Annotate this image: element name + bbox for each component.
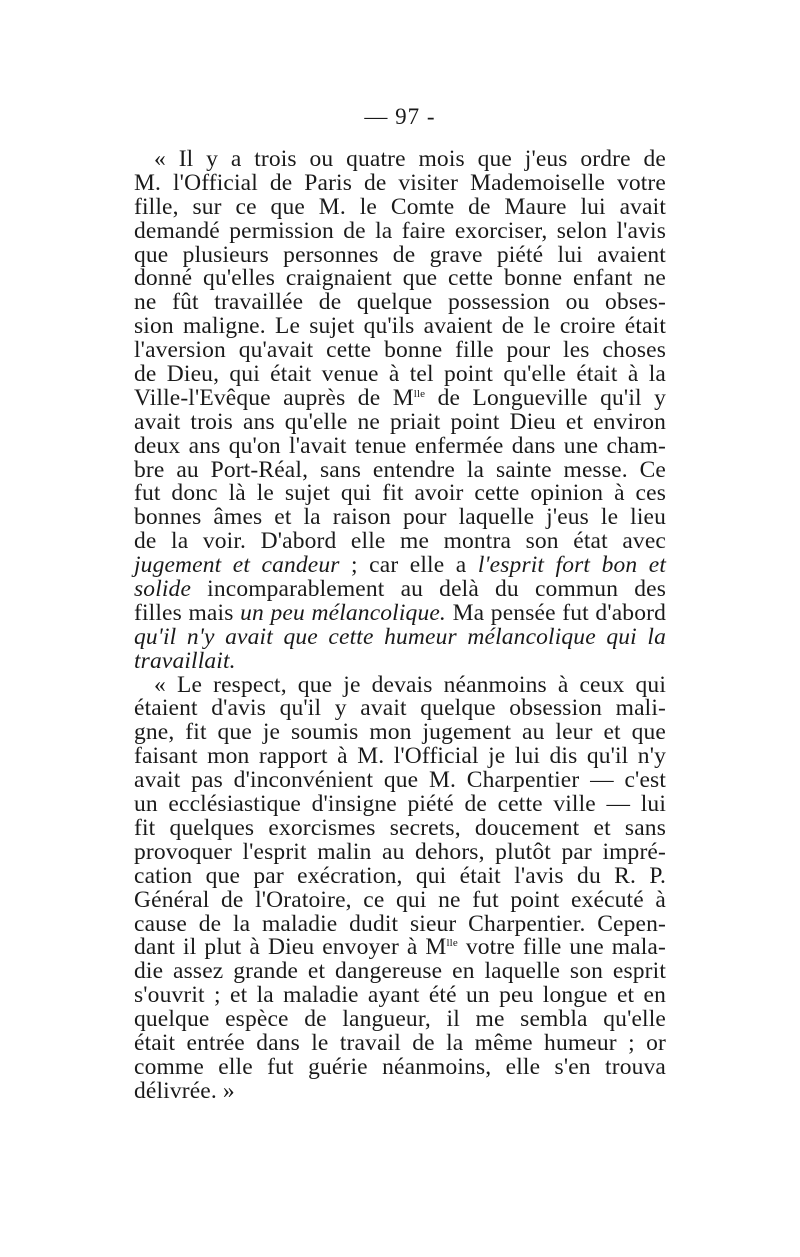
text-segment: ; car elle a: [339, 552, 478, 579]
text-segment: « Il y a trois ou quatre mois que j'eus ordre de: [154, 146, 666, 172]
text-line: [134, 1008, 666, 1032]
text-segment: s'ouvrit ; et la maladie ayant été un peu longue et en: [134, 982, 666, 1009]
text-segment: bre au Port-Réal, sans entendre la sainte messe. Ce: [134, 456, 666, 483]
text-line: [134, 530, 666, 554]
text-segment: de Dieu, qui était venue à tel point qu'elle était à la: [134, 361, 666, 388]
text-line: [134, 599, 666, 626]
text-line: [134, 363, 666, 387]
text-line: [134, 315, 666, 339]
text-line: [134, 241, 666, 268]
text-line: [134, 936, 666, 960]
text-line: [134, 1077, 666, 1104]
text-segment: gne, fit que je soumis mon jugement au leur et que: [134, 719, 666, 746]
italic-text: l'esprit fort bon et: [477, 552, 666, 579]
text-line: [134, 697, 666, 721]
text-segment: un ecclésiastique d'insigne piété de cette ville — lui: [134, 791, 666, 818]
text-line: [134, 1029, 666, 1056]
text-line: [134, 482, 666, 506]
text-line: [134, 408, 666, 435]
text-line: [134, 339, 666, 363]
superscript: lle: [446, 937, 458, 950]
text-segment: ne fût travaillée de quelque possession ou obses-: [134, 289, 666, 316]
text-line: [134, 193, 666, 220]
text-line: [134, 169, 666, 196]
text-segment: sion maligne. Le sujet qu'ils avaient de le croire était: [134, 313, 666, 340]
text-segment: Ma pensée fut d'abord: [445, 599, 666, 626]
text-segment: cation que par exécration, qui était l'avis du R. P.: [134, 862, 666, 889]
text-line: [134, 671, 666, 698]
text-line: [134, 910, 666, 937]
italic-text: jugement et candeur: [134, 552, 340, 579]
text-line: [134, 862, 666, 889]
text-segment: était entrée dans le travail de la même humeur ; or: [134, 1029, 666, 1056]
text-segment: die assez grande et dangereuse en laquelle son esprit: [134, 958, 666, 985]
text-segment: que plusieurs personnes de grave piété lui avaient: [134, 241, 666, 268]
text-line: [134, 623, 666, 650]
text-segment: deux ans qu'on l'avait tenue enfermée dans une cham-: [134, 432, 666, 459]
text-segment: avait trois ans qu'elle ne priait point Dieu et environ: [134, 408, 666, 435]
text-segment: demandé permission de la faire exorciser, selon l'avis: [134, 217, 666, 244]
text-line: [134, 745, 666, 769]
text-line: [134, 793, 666, 817]
text-segment: provoquer l'esprit malin au dehors, plutôt par impré-: [134, 838, 666, 865]
text-segment: Général de l'Oratoire, ce qui ne fut point exécuté à: [134, 886, 666, 913]
text-line: [134, 769, 666, 793]
text-line: [134, 647, 666, 674]
italic-text: un peu mélancolique.: [240, 599, 446, 626]
italic-text: travaillait.: [134, 647, 236, 674]
superscript: lle: [413, 387, 426, 400]
text-line: [134, 960, 666, 984]
text-segment: « Le respect, que je devais néanmoins à ceux qui: [154, 671, 666, 698]
text-line: [134, 578, 666, 602]
text-line: [134, 886, 666, 913]
italic-text: qu'il n'y avait que cette humeur mélancolique qui la: [134, 623, 666, 650]
text-line: [134, 432, 666, 459]
text-segment: l'aversion qu'avait cette bonne fille pour les choses: [134, 337, 666, 364]
text-segment: fit quelques exorcismes secrets, doucement et sans: [134, 814, 666, 841]
text-segment: de la voir. D'abord elle me montra son état avec: [134, 528, 666, 555]
body-text: [134, 148, 666, 1104]
text-segment: cause de la maladie dudit sieur Charpentier. Cepen-: [134, 910, 666, 937]
text-segment: incomparablement au delà du commun des: [191, 576, 666, 603]
text-line: [134, 984, 666, 1008]
text-segment: filles mais: [134, 599, 241, 626]
text-segment: dant il plut à Dieu envoyer à M: [134, 934, 447, 961]
page-number: — 97 -: [364, 104, 436, 129]
text-line: [134, 838, 666, 865]
text-segment: fut donc là le sujet qui fit avoir cette opinion à ces: [134, 480, 666, 507]
text-segment: bonnes âmes et la raison pour laquelle j'eus le lieu: [134, 504, 666, 531]
text-line: [134, 721, 666, 745]
text-segment: étaient d'avis qu'il y avait quelque obsession mali-: [134, 695, 666, 722]
text-segment: délivrée. »: [134, 1077, 235, 1104]
text-segment: fille, sur ce que M. le Comte de Maure lui avait: [134, 193, 666, 220]
text-segment: faisant mon rapport à M. l'Official je lui dis qu'il n'y: [134, 743, 666, 770]
paragraph: [134, 148, 666, 674]
text-segment: votre fille une mala-: [457, 934, 666, 961]
text-line: [134, 291, 666, 315]
text-line: [134, 506, 666, 530]
text-line: [134, 384, 666, 411]
paragraph: [134, 671, 666, 1104]
italic-text: solide: [134, 576, 192, 603]
text-segment: donné qu'elles craignaient que cette bonne enfant ne: [134, 265, 666, 292]
text-segment: quelque espèce de langueur, il me sembla qu'elle: [134, 1006, 666, 1033]
text-segment: Ville-l'Evêque auprès de M: [134, 384, 414, 411]
text-segment: de Longueville qu'il y: [425, 384, 666, 411]
text-line: [134, 148, 666, 172]
text-line: [134, 217, 666, 244]
text-line: [134, 267, 666, 291]
text-segment: comme elle fut guérie néanmoins, elle s'en trouva: [134, 1053, 666, 1080]
text-segment: avait pas d'inconvénient que M. Charpentier — c'est: [134, 767, 666, 794]
text-line: [134, 554, 666, 578]
text-line: [134, 814, 666, 841]
text-line: [134, 456, 666, 483]
text-segment: M. l'Official de Paris de visiter Mademoiselle votre: [134, 169, 666, 196]
text-line: [134, 1053, 666, 1080]
